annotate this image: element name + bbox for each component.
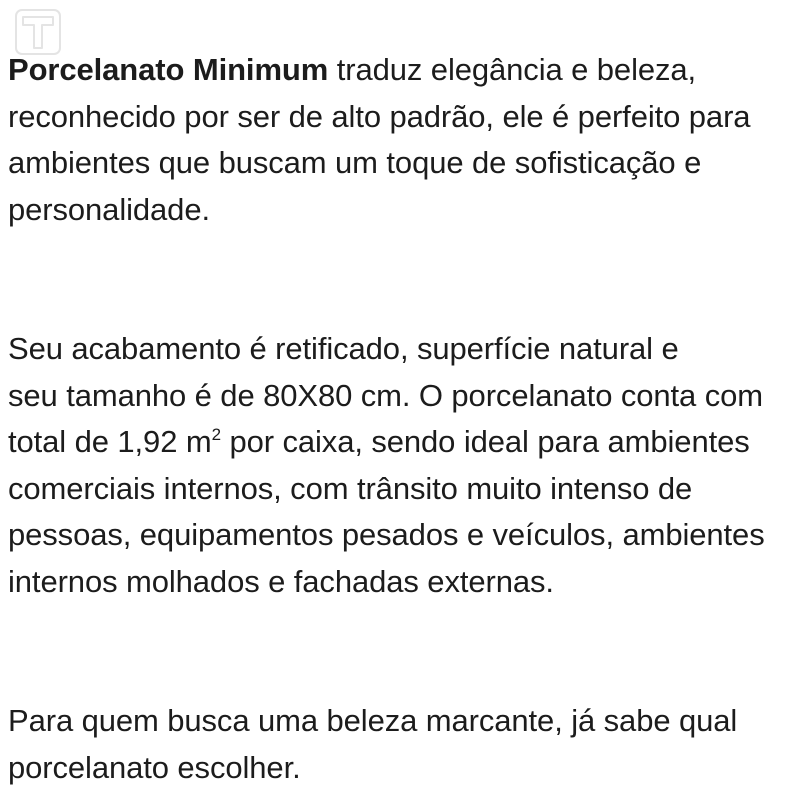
- text-line: comerciais internos, com trânsito muito intenso de: [8, 470, 693, 506]
- text-line: porcelanato escolher.: [8, 749, 301, 785]
- product-description: [8, 47, 796, 791]
- text-fragment: por caixa, sendo ideal para ambientes: [229, 424, 750, 459]
- text-line: seu tamanho é de 80X80 cm. O porcelanato conta com: [8, 377, 763, 413]
- text-line: [8, 47, 796, 94]
- text-line: Seu acabamento é retificado, superfície natural e: [8, 331, 679, 366]
- text-line: internos molhados e fachadas externas.: [8, 563, 554, 599]
- text-fragment: traduz elegância e beleza,: [336, 52, 697, 87]
- text-fragment: total de 1,92 m: [8, 424, 212, 459]
- text-line: Para quem busca uma beleza marcante, já sabe qual: [8, 703, 738, 738]
- paragraph-intro: [8, 47, 796, 233]
- text-line: pessoas, equipamentos pesados e veículos, ambientes: [8, 517, 765, 552]
- paragraph-closing: [8, 698, 796, 791]
- unit-superscript: 2: [211, 425, 221, 444]
- paragraph-specs: [8, 326, 796, 605]
- text-line: [8, 419, 796, 466]
- text-line: reconhecido por ser de alto padrão, ele é perfeito para: [8, 98, 751, 134]
- text-line: ambientes que buscam um toque de sofisticação e: [8, 145, 702, 180]
- product-name: Porcelanato Minimum: [8, 52, 329, 87]
- text-line: personalidade.: [8, 191, 210, 227]
